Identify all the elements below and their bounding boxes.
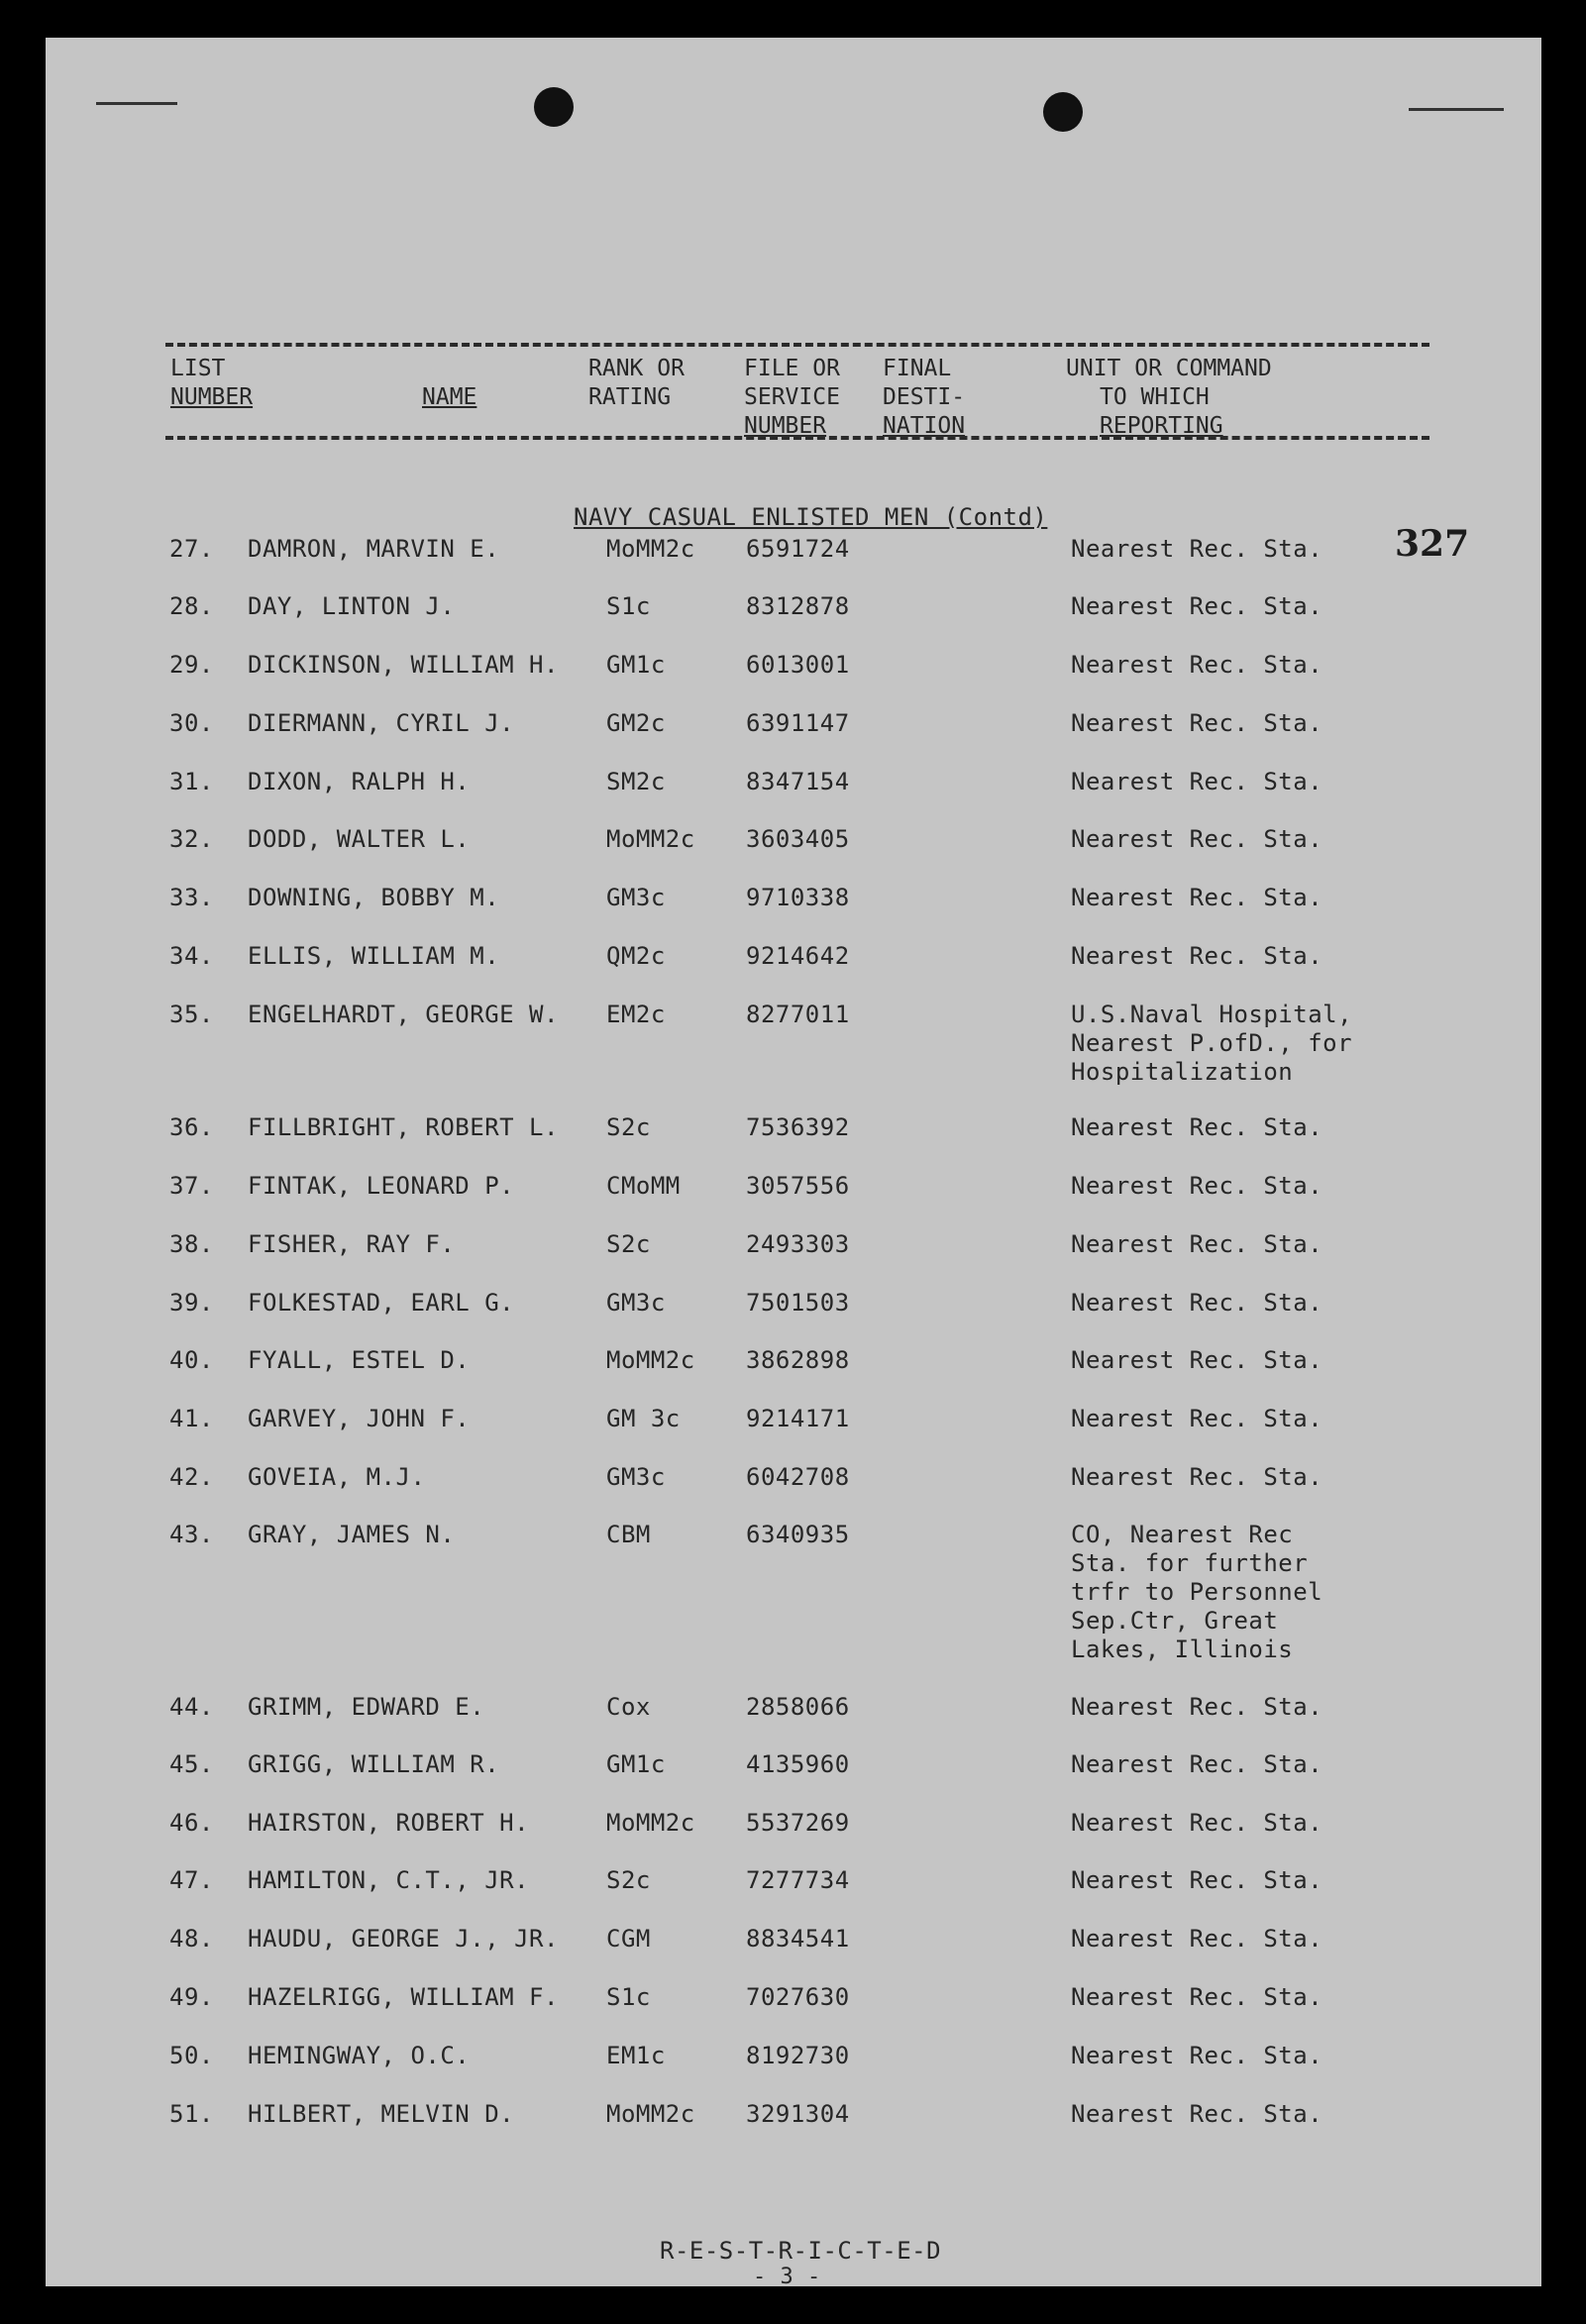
service-number: 8312878: [746, 592, 850, 620]
person-name: FISHER, RAY F.: [248, 1230, 456, 1258]
list-number: 28.: [169, 592, 214, 620]
list-row: [46, 1521, 1541, 1663]
rank-rating: GM3c: [606, 1463, 666, 1491]
rank-rating: EM2c: [606, 1001, 666, 1028]
list-number: 34.: [169, 942, 214, 970]
reporting-unit: Nearest Rec. Sta.: [1071, 2042, 1323, 2069]
service-number: 7501503: [746, 1289, 850, 1317]
list-row: [46, 1925, 1541, 1954]
list-number: 41.: [169, 1405, 214, 1432]
service-number: 3291304: [746, 2100, 850, 2128]
list-number: 32.: [169, 825, 214, 853]
list-row: [46, 709, 1541, 739]
header-rule-bottom: [165, 436, 1429, 440]
list-row: [46, 651, 1541, 681]
reporting-unit: Nearest Rec. Sta.: [1071, 651, 1323, 679]
punch-hole-left: [534, 87, 574, 127]
list-row: [46, 825, 1541, 855]
reporting-unit: Nearest Rec. Sta.: [1071, 1866, 1323, 1894]
service-number: 7277734: [746, 1866, 850, 1894]
list-number: 49.: [169, 1983, 214, 2011]
service-number: 3862898: [746, 1346, 850, 1374]
list-number: 33.: [169, 884, 214, 911]
list-number: 50.: [169, 2042, 214, 2069]
reporting-unit: Nearest Rec. Sta.: [1071, 1463, 1323, 1491]
page-number: - 3 -: [753, 2265, 821, 2289]
list-row: [46, 535, 1541, 565]
list-number: 36.: [169, 1113, 214, 1141]
person-name: DODD, WALTER L.: [248, 825, 471, 853]
reporting-unit: Nearest Rec. Sta.: [1071, 1693, 1323, 1721]
reporting-unit: Nearest Rec. Sta.: [1071, 1346, 1323, 1374]
rank-rating: GM2c: [606, 709, 666, 737]
person-name: ENGELHARDT, GEORGE W.: [248, 1001, 559, 1028]
list-row: [46, 768, 1541, 797]
service-number: 8192730: [746, 2042, 850, 2069]
list-number: 39.: [169, 1289, 214, 1317]
service-number: 9214642: [746, 942, 850, 970]
list-number: 42.: [169, 1463, 214, 1491]
service-number: 9710338: [746, 884, 850, 911]
list-row: [46, 1346, 1541, 1376]
service-number: 8834541: [746, 1925, 850, 1953]
rank-rating: GM 3c: [606, 1405, 681, 1432]
list-number: 30.: [169, 709, 214, 737]
service-number: 2858066: [746, 1693, 850, 1721]
reporting-unit: Nearest Rec. Sta.: [1071, 1230, 1323, 1258]
rank-rating: MoMM2c: [606, 535, 695, 563]
service-number: 4135960: [746, 1750, 850, 1778]
rank-rating: MoMM2c: [606, 1346, 695, 1374]
person-name: FOLKESTAD, EARL G.: [248, 1289, 515, 1317]
rank-rating: S2c: [606, 1230, 651, 1258]
list-row: [46, 1983, 1541, 2013]
punch-hole-right: [1043, 92, 1083, 132]
page-stamp: 327: [1395, 523, 1470, 565]
person-name: GRIMM, EDWARD E.: [248, 1693, 485, 1721]
reporting-unit: Nearest Rec. Sta.: [1071, 1983, 1323, 2011]
header-file: FILE OR SERVICE NUMBER: [744, 356, 840, 439]
list-row: [46, 1230, 1541, 1260]
person-name: DAY, LINTON J.: [248, 592, 456, 620]
person-name: HAUDU, GEORGE J., JR.: [248, 1925, 559, 1953]
rank-rating: CGM: [606, 1925, 651, 1953]
list-row: [46, 884, 1541, 913]
rank-rating: S2c: [606, 1866, 651, 1894]
service-number: 6042708: [746, 1463, 850, 1491]
person-name: GARVEY, JOHN F.: [248, 1405, 471, 1432]
list-row: [46, 942, 1541, 972]
list-row: [46, 1113, 1541, 1143]
reporting-unit: Nearest Rec. Sta.: [1071, 2100, 1323, 2128]
header-name: NAME: [422, 384, 477, 410]
rank-rating: S1c: [606, 592, 651, 620]
person-name: FINTAK, LEONARD P.: [248, 1172, 515, 1200]
reporting-unit: Nearest Rec. Sta.: [1071, 1289, 1323, 1317]
restricted-mark: R-E-S-T-R-I-C-T-E-D: [660, 2237, 942, 2265]
person-name: GRAY, JAMES N.: [248, 1521, 456, 1548]
rank-rating: Cox: [606, 1693, 651, 1721]
rank-rating: MoMM2c: [606, 2100, 695, 2128]
list-number: 47.: [169, 1866, 214, 1894]
list-row: [46, 1001, 1541, 1086]
rank-rating: QM2c: [606, 942, 666, 970]
person-name: DIXON, RALPH H.: [248, 768, 471, 795]
reporting-unit: Nearest Rec. Sta.: [1071, 768, 1323, 795]
person-name: GRIGG, WILLIAM R.: [248, 1750, 500, 1778]
reporting-unit: Nearest Rec. Sta.: [1071, 535, 1323, 563]
rank-rating: MoMM2c: [606, 825, 695, 853]
list-row: [46, 2042, 1541, 2071]
person-name: HAMILTON, C.T., JR.: [248, 1866, 530, 1894]
reporting-unit: Nearest Rec. Sta.: [1071, 1113, 1323, 1141]
rank-rating: GM1c: [606, 651, 666, 679]
list-row: [46, 1405, 1541, 1434]
service-number: 3603405: [746, 825, 850, 853]
list-number: 40.: [169, 1346, 214, 1374]
service-number: 5537269: [746, 1809, 850, 1837]
reporting-unit: Nearest Rec. Sta.: [1071, 592, 1323, 620]
service-number: 6391147: [746, 709, 850, 737]
reporting-unit: Nearest Rec. Sta.: [1071, 884, 1323, 911]
section-title: NAVY CASUAL ENLISTED MEN (Contd): [574, 503, 1048, 531]
rank-rating: MoMM2c: [606, 1809, 695, 1837]
reporting-unit: Nearest Rec. Sta.: [1071, 825, 1323, 853]
list-number: 37.: [169, 1172, 214, 1200]
reporting-unit: Nearest Rec. Sta.: [1071, 1172, 1323, 1200]
service-number: 7027630: [746, 1983, 850, 2011]
list-row: [46, 1463, 1541, 1493]
margin-mark-right: [1409, 108, 1504, 111]
rank-rating: S1c: [606, 1983, 651, 2011]
service-number: 8347154: [746, 768, 850, 795]
list-number: 44.: [169, 1693, 214, 1721]
person-name: HILBERT, MELVIN D.: [248, 2100, 515, 2128]
list-number: 45.: [169, 1750, 214, 1778]
list-row: [46, 1693, 1541, 1723]
rank-rating: CBM: [606, 1521, 651, 1548]
person-name: HEMINGWAY, O.C.: [248, 2042, 471, 2069]
service-number: 3057556: [746, 1172, 850, 1200]
header-list-number: LIST NUMBER: [170, 356, 254, 410]
header-dest: FINAL DESTI- NATION: [883, 356, 966, 439]
reporting-unit: Nearest Rec. Sta.: [1071, 1405, 1323, 1432]
service-number: 6013001: [746, 651, 850, 679]
list-row: [46, 2100, 1541, 2130]
person-name: DOWNING, BOBBY M.: [248, 884, 500, 911]
document-page: [46, 38, 1541, 2289]
reporting-unit: Nearest Rec. Sta.: [1071, 709, 1323, 737]
header-unit: UNIT OR COMMAND TO WHICH REPORTING: [1066, 356, 1272, 439]
service-number: 9214171: [746, 1405, 850, 1432]
rank-rating: GM3c: [606, 884, 666, 911]
person-name: ELLIS, WILLIAM M.: [248, 942, 500, 970]
header-rule-top: [165, 343, 1429, 347]
rank-rating: GM3c: [606, 1289, 666, 1317]
person-name: HAZELRIGG, WILLIAM F.: [248, 1983, 559, 2011]
reporting-unit: Nearest Rec. Sta.: [1071, 1809, 1323, 1837]
list-row: [46, 592, 1541, 622]
rank-rating: GM1c: [606, 1750, 666, 1778]
list-number: 31.: [169, 768, 214, 795]
person-name: DIERMANN, CYRIL J.: [248, 709, 515, 737]
service-number: 6340935: [746, 1521, 850, 1548]
reporting-unit: CO, Nearest Rec Sta. for further trfr to Personnel Sep.Ctr, Great Lakes, Illinois: [1071, 1521, 1323, 1663]
rank-rating: SM2c: [606, 768, 666, 795]
reporting-unit: U.S.Naval Hospital, Nearest P.ofD., for Hospitalization: [1071, 1001, 1353, 1086]
reporting-unit: Nearest Rec. Sta.: [1071, 942, 1323, 970]
person-name: DICKINSON, WILLIAM H.: [248, 651, 559, 679]
margin-mark-left: [96, 102, 177, 105]
rank-rating: S2c: [606, 1113, 651, 1141]
header-rank: RANK OR RATING: [588, 356, 685, 410]
list-row: [46, 1809, 1541, 1839]
service-number: 7536392: [746, 1113, 850, 1141]
person-name: FYALL, ESTEL D.: [248, 1346, 471, 1374]
list-number: 38.: [169, 1230, 214, 1258]
service-number: 8277011: [746, 1001, 850, 1028]
list-row: [46, 1172, 1541, 1202]
reporting-unit: Nearest Rec. Sta.: [1071, 1750, 1323, 1778]
list-number: 43.: [169, 1521, 214, 1548]
list-row: [46, 1289, 1541, 1319]
service-number: 6591724: [746, 535, 850, 563]
list-number: 51.: [169, 2100, 214, 2128]
list-number: 46.: [169, 1809, 214, 1837]
list-number: 29.: [169, 651, 214, 679]
person-name: GOVEIA, M.J.: [248, 1463, 426, 1491]
list-row: [46, 1750, 1541, 1780]
rank-rating: EM1c: [606, 2042, 666, 2069]
reporting-unit: Nearest Rec. Sta.: [1071, 1925, 1323, 1953]
list-number: 48.: [169, 1925, 214, 1953]
list-number: 35.: [169, 1001, 214, 1028]
list-number: 27.: [169, 535, 214, 563]
person-name: HAIRSTON, ROBERT H.: [248, 1809, 530, 1837]
person-name: DAMRON, MARVIN E.: [248, 535, 500, 563]
service-number: 2493303: [746, 1230, 850, 1258]
rank-rating: CMoMM: [606, 1172, 681, 1200]
list-row: [46, 1866, 1541, 1896]
person-name: FILLBRIGHT, ROBERT L.: [248, 1113, 559, 1141]
